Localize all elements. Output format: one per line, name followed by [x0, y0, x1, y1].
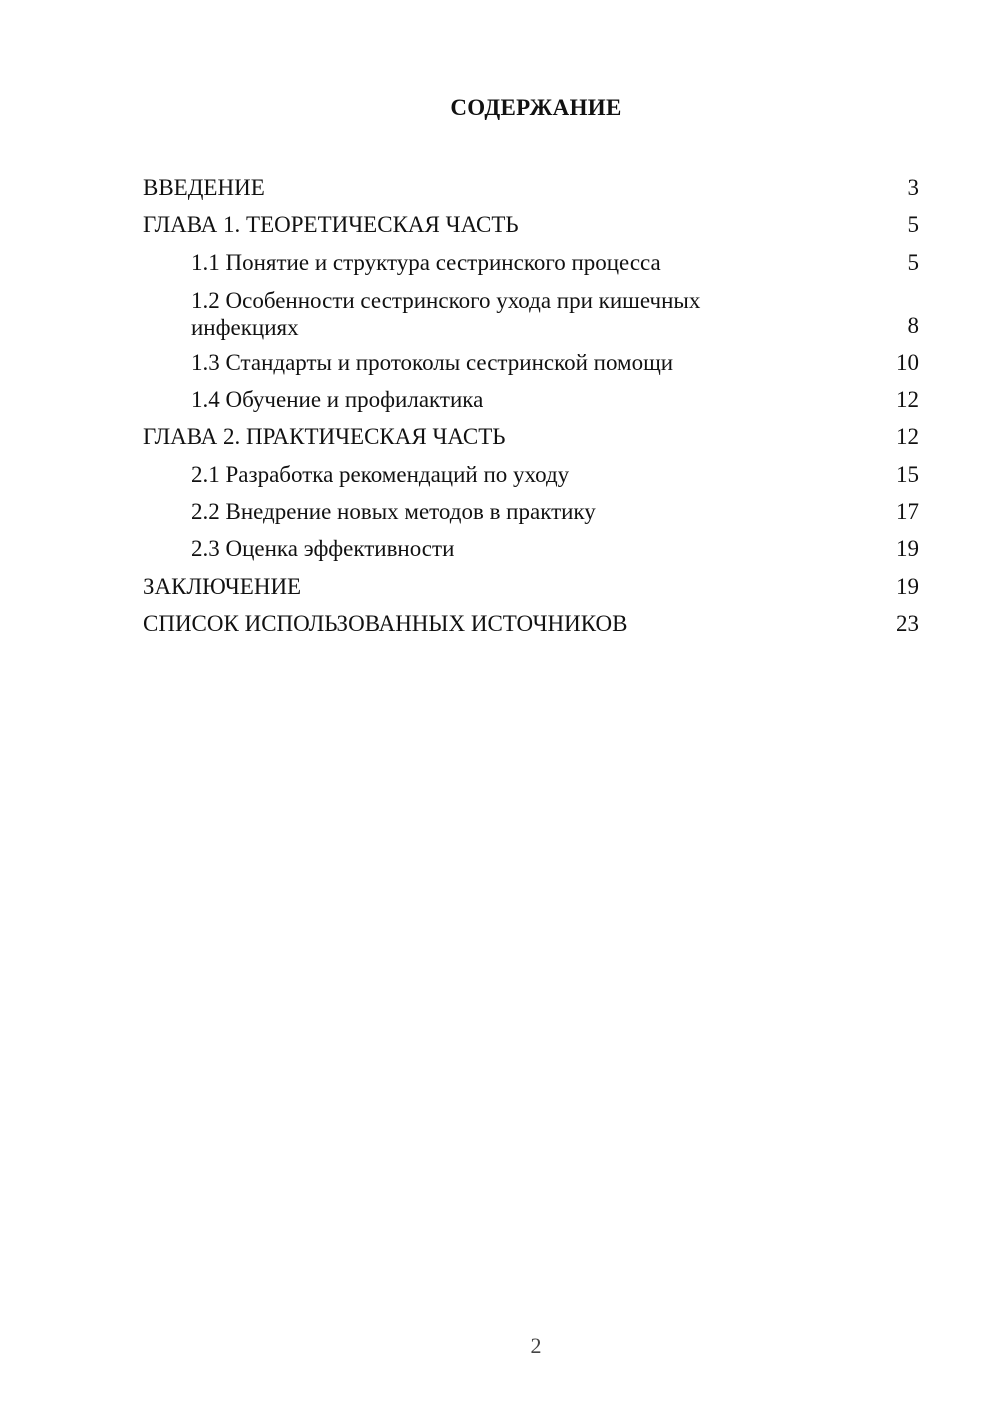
toc-entry-conclusion[interactable]: [143, 568, 919, 605]
toc-entry-label: 1.1 Понятие и структура сестринского процесса: [191, 249, 661, 275]
toc-entry-page: 3: [907, 175, 919, 200]
toc-entry-section-2-2[interactable]: [143, 493, 919, 530]
toc-entry-chapter-2[interactable]: [143, 418, 919, 455]
toc-entry-section-1-3[interactable]: [143, 344, 919, 381]
toc-entry-label: 1.2 Особенности сестринского ухода при кишечных инфекциях: [191, 287, 701, 340]
toc-entry-page: 12: [896, 387, 919, 413]
toc-entry-label: ЗАКЛЮЧЕНИЕ: [143, 573, 302, 599]
table-of-contents: [143, 169, 919, 642]
toc-entry-page: 19: [896, 536, 919, 562]
toc-entry-page: 12: [896, 424, 919, 450]
toc-entry-section-1-1[interactable]: [143, 244, 919, 281]
toc-entry-page: 5: [907, 249, 919, 275]
toc-entry-label: СПИСОК ИСПОЛЬЗОВАННЫХ ИСТОЧНИКОВ: [143, 610, 628, 636]
toc-entry-label: ГЛАВА 2. ПРАКТИЧЕСКАЯ ЧАСТЬ: [143, 424, 506, 450]
toc-entry-page: 10: [896, 349, 919, 375]
toc-entry-section-1-2[interactable]: [143, 281, 919, 344]
toc-entry-label: 2.2 Внедрение новых методов в практику: [191, 499, 596, 525]
page-number: 2: [530, 1333, 542, 1358]
toc-entry-section-2-1[interactable]: [143, 456, 919, 493]
toc-entry-page: 17: [896, 499, 919, 525]
toc-entry-section-1-4[interactable]: [143, 381, 919, 418]
toc-entry-page: 23: [896, 610, 919, 636]
toc-entry-label: ВВЕДЕНИЕ: [143, 175, 265, 200]
toc-entry-label: ГЛАВА 1. ТЕОРЕТИЧЕСКАЯ ЧАСТЬ: [143, 212, 519, 238]
toc-entry-introduction[interactable]: [143, 169, 919, 206]
toc-entry-page: 19: [896, 573, 919, 599]
toc-entry-references[interactable]: [143, 605, 919, 642]
page-title: СОДЕРЖАНИЕ: [450, 95, 622, 120]
toc-entry-label: 2.3 Оценка эффективности: [191, 536, 455, 562]
toc-entry-section-2-3[interactable]: [143, 530, 919, 567]
toc-entry-label: 1.3 Стандарты и протоколы сестринской помощи: [191, 349, 674, 375]
toc-entry-label: 2.1 Разработка рекомендаций по уходу: [191, 461, 570, 487]
toc-entry-page: 5: [907, 212, 919, 238]
toc-entry-page: 8: [907, 312, 919, 338]
toc-entry-label: 1.4 Обучение и профилактика: [191, 387, 484, 413]
toc-entry-chapter-1[interactable]: [143, 206, 919, 243]
toc-entry-page: 15: [896, 461, 919, 487]
